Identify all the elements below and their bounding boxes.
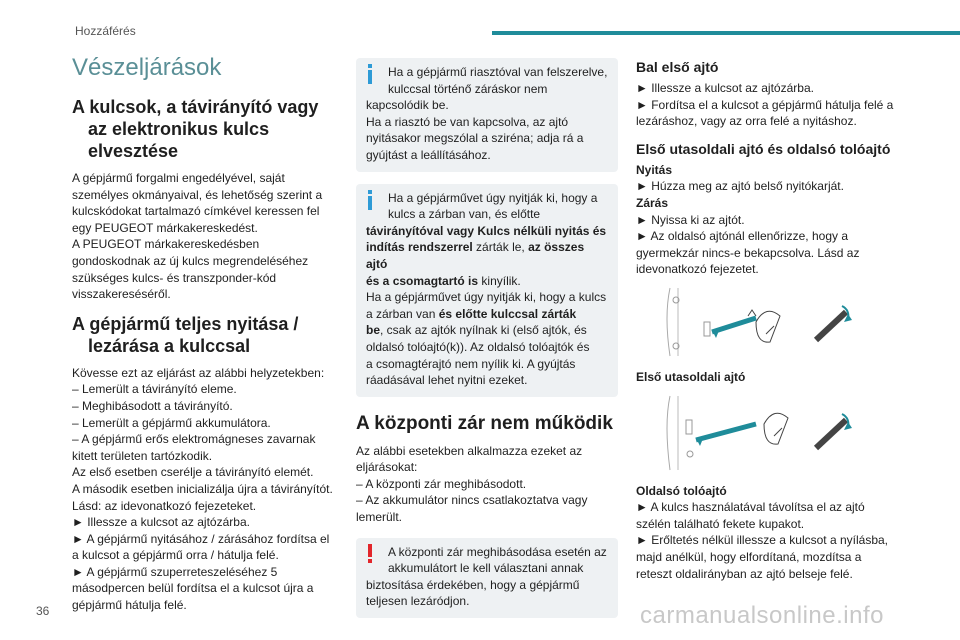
text-line: személyes okmányaival, és lehetőség szerint a — [72, 187, 323, 202]
text-line: lezáráshoz, vagy az orra felé a nyitáshoz. — [636, 114, 857, 129]
text-line: a csomagtérajtó nem nyílik ki. A gyújtás — [366, 356, 576, 371]
info-box-unlock — [356, 184, 618, 397]
text-line: kulcs a zárban van, és előtte — [388, 207, 541, 222]
passenger-door-key-illustration — [656, 286, 866, 358]
text-line: ► A gépjármű nyitásához / zárásához fordítsa el — [72, 531, 330, 546]
text-line: a kulcsot a gépjármű orra / hátulja felé. — [72, 548, 279, 563]
text-line: oldalsó tolóajtó(k)). Az oldalsó tolóajtók és — [366, 339, 590, 354]
text-line: Az első esetben cserélje a távirányító elemét. — [72, 465, 314, 480]
text-line: egy PEUGEOT márkakereskedést. — [72, 220, 258, 235]
bold-text: és előtte kulccsal zárták — [438, 306, 577, 321]
full-unlock-text — [72, 365, 340, 614]
section-header: Hozzáférés — [75, 24, 136, 38]
text-line: akkumulátort le kell választani annak — [388, 561, 584, 576]
text-line: – A gépjármű erős elektromágneses zavarnak — [72, 432, 316, 447]
central-lock-text — [356, 443, 618, 526]
text-line: Lásd: az idevonatkozó fejezeteket. — [72, 498, 257, 513]
text: , csak az ajtók nyílnak ki (első ajtók, és — [380, 323, 587, 338]
bold-text: távirányítóval vagy Kulcs nélküli nyitás és — [366, 223, 607, 238]
warning-box — [356, 538, 618, 618]
bold-text: be — [366, 323, 381, 338]
text-line: kapcsolódik be. — [366, 98, 449, 113]
text-line: – Lemerült a távirányító eleme. — [72, 382, 237, 397]
text-line: – Az akkumulátor nincs csatlakoztatva vagy — [356, 493, 588, 508]
text: a zárban van — [366, 306, 439, 321]
text-line: Ha a riasztó be van kapcsolva, az ajtó — [366, 114, 569, 129]
text-line: szélén található fekete kupakot. — [636, 516, 805, 531]
text-line: biztosítása érdekében, hogy a gépjármű — [366, 577, 580, 592]
text-line: reteszt oldalirányban az ajtó belseje felé. — [636, 566, 853, 581]
text-line: ► Erőltetés nélkül illessze a kulcsot a nyílásba, — [636, 533, 888, 548]
text-line: ► Illessze a kulcsot az ajtózárba. — [636, 81, 814, 95]
text-line: gyermekzár nincs-e bekapcsolva. Lásd az — [636, 245, 860, 260]
text-line: másodpercen belül fordítsa el a kulcsot újra a — [72, 581, 314, 596]
column-3 — [636, 58, 906, 582]
text-line: Ha a gépjárművet úgy nyitják ki, hogy a kulcs — [366, 290, 607, 305]
text-line: ► Húzza meg az ajtó belső nyitókarját. — [636, 179, 844, 194]
info-icon — [364, 190, 376, 210]
text-line: ► Fordítsa el a kulcsot a gépjármű hátulja felé a — [636, 97, 894, 112]
heading-central-lock: A központi zár nem működik — [356, 412, 613, 434]
text-line: ráadásával lehet nyitni ezeket. — [366, 373, 528, 388]
lost-keys-text — [72, 170, 340, 303]
caption-passenger-door: Első utasoldali ajtó — [636, 369, 746, 384]
text-line: gondoskodnak az új kulcs megrendeléséhez — [72, 253, 309, 268]
sliding-door-key-illustration — [656, 394, 866, 472]
bold-text: az összes ajtó — [366, 240, 585, 271]
text-line: nyitásakor megszólal a sziréna; adja rá a — [366, 131, 584, 146]
page-title: Vészeljárások — [72, 54, 222, 81]
text-line: A központi zár meghibásodása esetén az — [388, 544, 607, 559]
text-line: A PEUGEOT márkakereskedésben — [72, 237, 260, 252]
text-line: kulcskódokat tartalmazó címkével keressen fel — [72, 204, 320, 219]
page-number: 36 — [36, 604, 50, 618]
column-1 — [72, 52, 340, 614]
text-line: kulccsal történő záráskor nem — [388, 81, 548, 96]
text-line: gépjármű hátulja felé. — [72, 598, 187, 613]
text-line: szükséges kulcs- és transzponder-kód — [72, 270, 277, 285]
text-line: – A központi zár meghibásodott. — [356, 476, 527, 491]
info-icon — [364, 64, 376, 84]
heading-passenger-door: Első utasoldali ajtó és oldalsó tolóajtó — [636, 140, 891, 157]
warning-exclamation-icon — [364, 544, 376, 564]
text-line: A gépjármű forgalmi engedélyével, saját — [72, 171, 285, 185]
text-line: ► Illessze a kulcsot az ajtózárba. — [72, 515, 250, 530]
text-line: lemerült. — [356, 510, 403, 525]
subheading-open: Nyitás — [636, 162, 673, 177]
text-line: – Meghibásodott a távirányító. — [72, 398, 233, 413]
text-line: kitett területen tartózkodik. — [72, 448, 213, 463]
text-line: Ha a gépjárművet úgy nyitják ki, hogy a — [388, 190, 598, 205]
text-line: Kövesse ezt az eljárást az alábbi helyzetekben: — [72, 365, 325, 380]
text-line: ► A kulcs használatával távolítsa el az ajtó — [636, 500, 865, 515]
text: zárták le, — [472, 240, 529, 255]
text-line: gyújtást a leállításához. — [366, 147, 491, 162]
watermark: carmanualsonline.info — [640, 602, 884, 629]
text-line: ► Nyissa ki az ajtót. — [636, 212, 745, 227]
text-line: visszakereséséről. — [72, 287, 171, 302]
text-line: teljesen lezáródjon. — [366, 594, 470, 609]
column-2 — [356, 58, 618, 630]
bold-text: indítás rendszerrel — [366, 240, 473, 255]
bold-text: és a csomagtartó is — [366, 273, 479, 288]
text-line: idevonatkozó fejezetet. — [636, 262, 759, 277]
info-box-alarm — [356, 58, 618, 172]
heading-full-unlock: A gépjármű teljes nyitása / lezárása a kulccsal — [72, 313, 299, 356]
text-line: ► A gépjármű szuperreteszeléséhez 5 — [72, 564, 278, 579]
text-line: eljárásokat: — [356, 460, 418, 475]
text-line: ► Az oldalsó ajtónál ellenőrizze, hogy a — [636, 229, 849, 244]
heading-left-front-door: Bal első ajtó — [636, 59, 719, 75]
header-accent-bar — [492, 31, 960, 35]
text: kinyílik. — [478, 273, 521, 288]
caption-sliding-door: Oldalsó tolóajtó — [636, 483, 727, 498]
text-line: Ha a gépjármű riasztóval van felszerelve, — [388, 65, 608, 79]
text-line: – Lemerült a gépjármű akkumulátora. — [72, 415, 271, 430]
text-line: Az alábbi esetekben alkalmazza ezeket az — [356, 443, 583, 458]
text-line: A második esetben inicializálja újra a távirányítót. — [72, 481, 333, 496]
subheading-close: Zárás — [636, 195, 669, 210]
heading-lost-keys: A kulcsok, a távirányító vagy az elektronikus kulcs elvesztése — [72, 97, 319, 161]
text-line: majd anélkül, hogy elfordítaná, mozdítsa a — [636, 549, 862, 564]
